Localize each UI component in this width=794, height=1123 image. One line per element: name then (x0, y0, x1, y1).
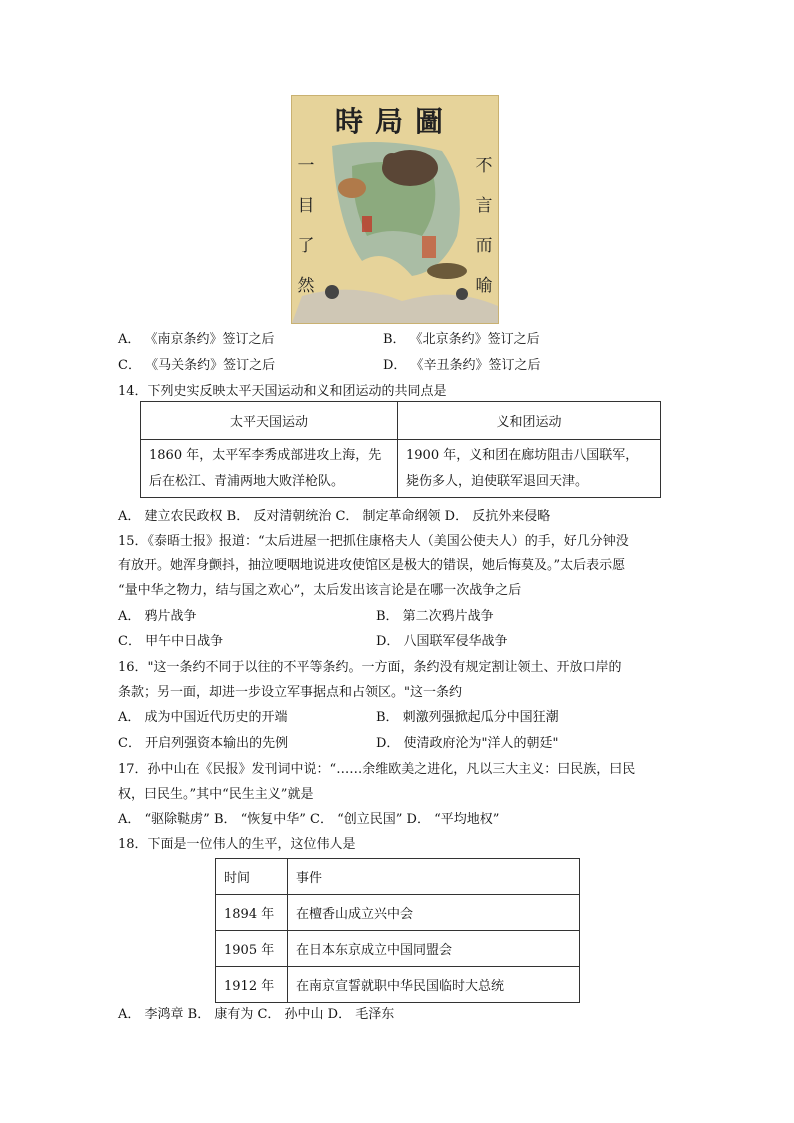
q15-option-c: C． 甲午中日战争 (118, 634, 224, 649)
q18-header-time: 时间 (216, 859, 288, 895)
table-row (216, 931, 580, 967)
q14-header-yihetuan: 义和团运动 (398, 402, 661, 440)
q15-option-a: A． 鸦片战争 (118, 609, 197, 624)
q16-option-d: D． 使清政府沦为"洋人的朝廷" (376, 736, 559, 751)
q14-cell-taiping: 1860 年，太平军李秀成部进攻上海，先 后在松江、青浦两地大败洋枪队。 (141, 440, 398, 498)
q14-header-taiping: 太平天国运动 (141, 402, 398, 440)
q18-row-1-event: 在檀香山成立兴中会 (288, 895, 580, 931)
cartoon-left-caption: 一 目 了 然 (297, 156, 315, 296)
q15-stem-line-2: 有放开。她浑身颤抖，抽泣哽咽地说进攻使馆区是极大的错误，她后悔莫及。”太后表示愿 (118, 558, 626, 573)
table-row (216, 895, 580, 931)
q13-option-a: A． 《南京条约》签订之后 (118, 332, 275, 347)
q18-stem: 18．下面是一位伟人的生平，这位伟人是 (118, 837, 356, 852)
q18-header-event: 事件 (288, 859, 580, 895)
cartoon-title: 時局圖 (334, 105, 455, 138)
q17-stem-line-2: 权，曰民生。”其中“民生主义”就是 (118, 787, 314, 802)
q13-option-b: B． 《北京条约》签订之后 (383, 332, 540, 347)
q18-options: A． 李鸿章 B． 康有为 C． 孙中山 D． 毛泽东 (118, 1007, 395, 1022)
q17-options: A． “驱除鞑虏” B． “恢复中华” C． “创立民国” D． “平均地权” (118, 812, 500, 827)
q17-stem-line-1: 17．孙中山在《民报》发刊词中说：“……余维欧美之进化，凡以三大主义：曰民族，曰民 (118, 762, 636, 777)
q14-options: A． 建立农民政权 B． 反对清朝统治 C． 制定革命纲领 D． 反抗外来侵略 (118, 509, 551, 524)
q15-option-d: D． 八国联军侵华战争 (376, 634, 508, 649)
q15-option-b: B． 第二次鸦片战争 (376, 609, 494, 624)
q16-option-c: C． 开启列强资本输出的先例 (118, 736, 289, 751)
q16-option-a: A． 成为中国近代历史的开端 (118, 710, 288, 725)
q18-row-3-event: 在南京宣誓就职中华民国临时大总统 (288, 967, 580, 1003)
cartoon-right-caption: 不 言 而 喻 (475, 156, 493, 296)
q16-option-b: B． 刺激列强掀起瓜分中国狂潮 (376, 710, 559, 725)
q15-stem-line-3: “量中华之物力，结与国之欢心”，太后发出该言论是在哪一次战争之后 (118, 583, 522, 598)
q14-stem: 14．下列史实反映太平天国运动和义和团运动的共同点是 (118, 384, 447, 399)
q15-stem-line-1: 15．《泰晤士报》报道：“太后进屋一把抓住康格夫人（美国公使夫人）的手，好几分钟没 (118, 534, 629, 549)
q13-option-c: C． 《马关条约》签订之后 (118, 358, 276, 373)
q14-table (140, 401, 661, 498)
q16-stem-line-1: 16．"这一条约不同于以往的不平等条约。一方面，条约没有规定割让领土、开放口岸的 (118, 660, 622, 675)
q18-row-2-event: 在日本东京成立中国同盟会 (288, 931, 580, 967)
q18-table (215, 858, 580, 1003)
q16-stem-line-2: 条款；另一面，却进一步设立军事据点和占领区。"这一条约 (118, 685, 462, 700)
q18-row-1-time: 1894 年 (216, 895, 288, 931)
table-row (216, 967, 580, 1003)
q18-row-2-time: 1905 年 (216, 931, 288, 967)
q13-option-d: D． 《辛丑条约》签订之后 (383, 358, 541, 373)
q14-cell-yihetuan: 1900 年，义和团在廊坊阻击八国联军， 毙伤多人，迫使联军退回天津。 (398, 440, 661, 498)
political-cartoon-image (291, 95, 499, 324)
q18-row-3-time: 1912 年 (216, 967, 288, 1003)
